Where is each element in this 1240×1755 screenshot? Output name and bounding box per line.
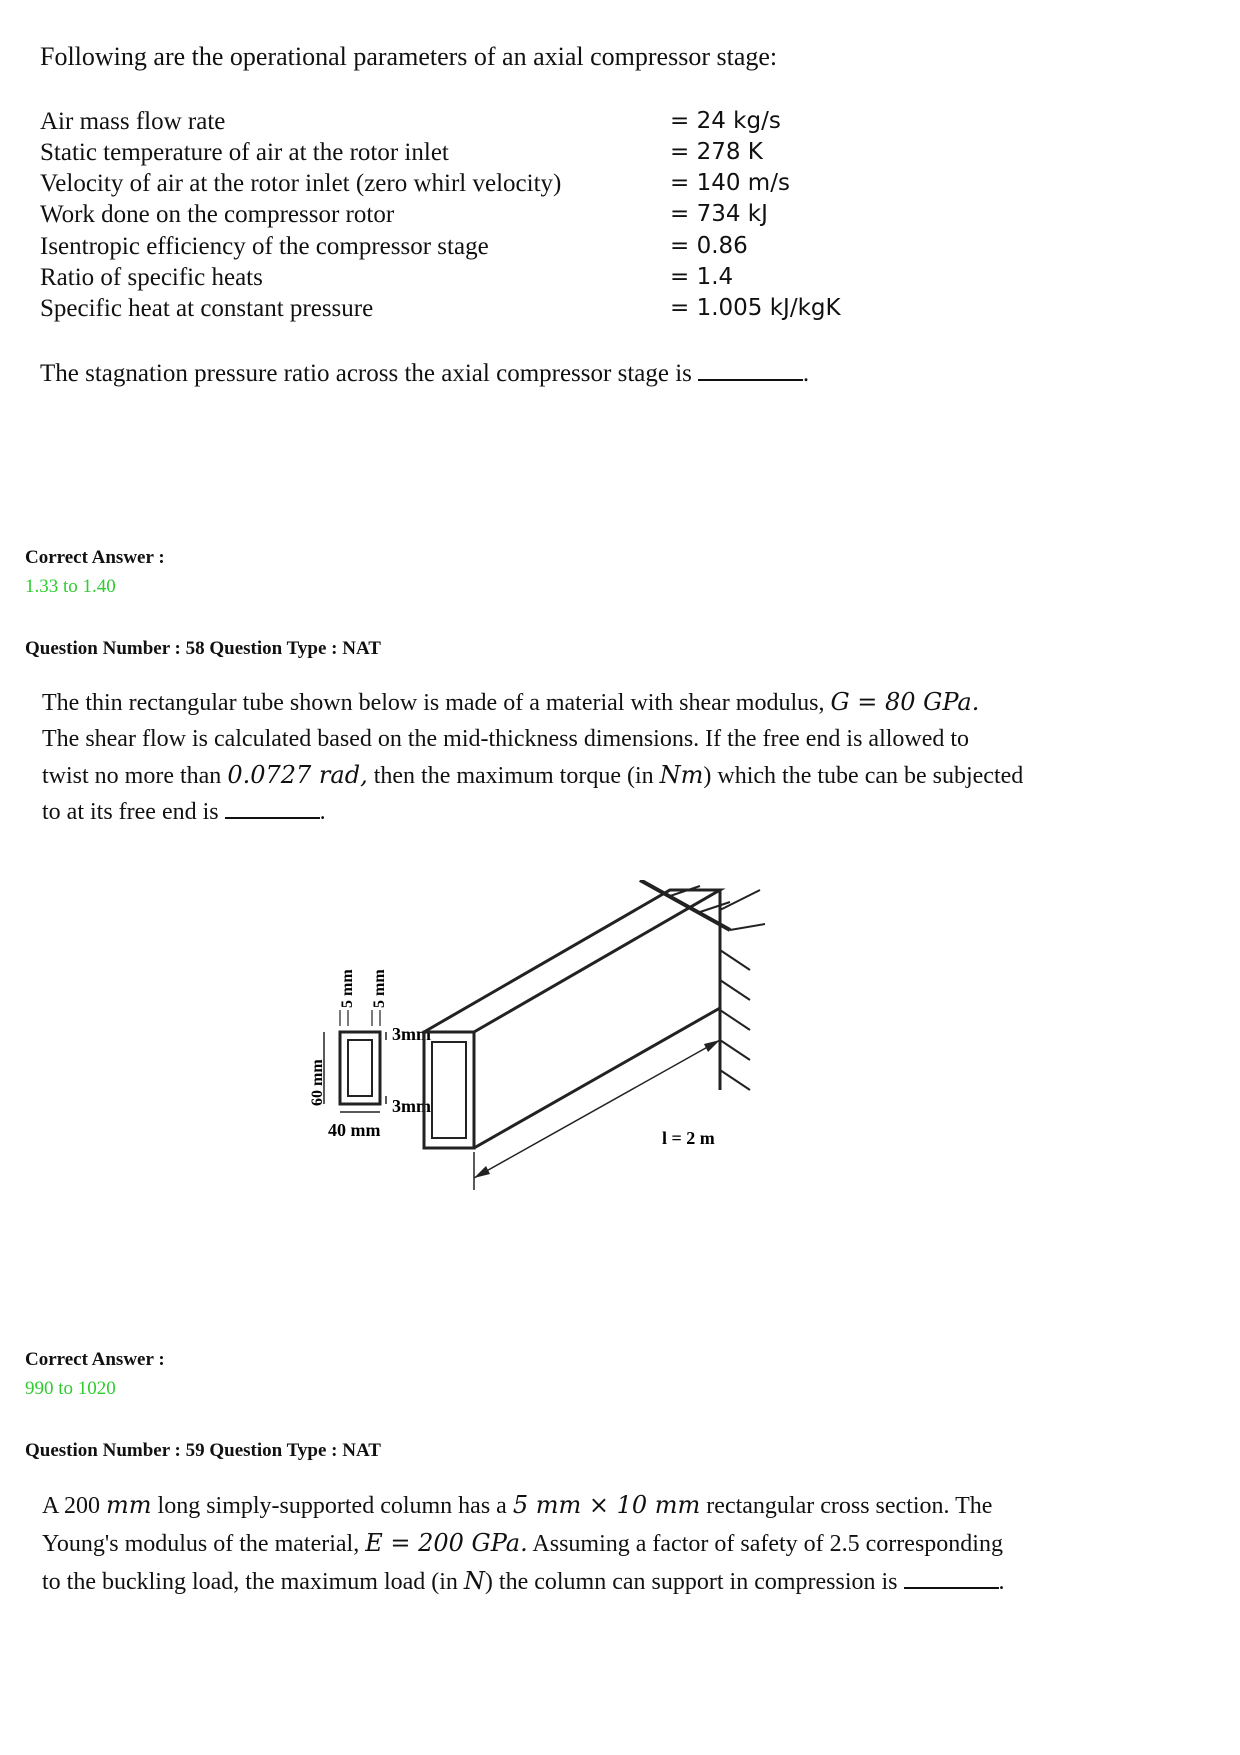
tube-top-face <box>424 890 720 1032</box>
param-label: Air mass flow rate <box>40 108 226 135</box>
tube-figure <box>300 880 880 1200</box>
answer-blank <box>225 795 320 819</box>
param-value: = 278 K <box>670 139 763 165</box>
param-label: Work done on the compressor rotor <box>40 201 395 228</box>
dim-5mm-right: 5 mm <box>371 969 388 1008</box>
q57-intro: Following are the operational parameters of an axial compressor stage: <box>40 42 778 71</box>
q57-question: The stagnation pressure ratio across the axial compressor stage is . <box>40 356 809 392</box>
correct-answer-label: Correct Answer : <box>25 547 165 568</box>
q58-modulus: G = 80 GPa. <box>830 688 980 716</box>
q58-text-segment: The shear flow is calculated based on the mid-thickness dimensions. If the free end is allowed to <box>42 726 970 752</box>
hatch-line <box>720 950 750 970</box>
param-value: = 1.005 kJ/kgK <box>670 295 841 321</box>
hatch-line <box>720 1070 750 1090</box>
hatch-line <box>720 890 760 910</box>
answer-blank <box>904 1565 999 1589</box>
arrowhead <box>704 1040 720 1052</box>
param-value: = 1.4 <box>670 264 734 290</box>
correct-answer-value: 1.33 to 1.40 <box>25 576 116 597</box>
param-value: = 24 kg/s <box>670 108 781 134</box>
param-row <box>40 201 860 233</box>
param-row <box>40 139 860 171</box>
correct-answer-value: 990 to 1020 <box>25 1378 116 1399</box>
q59-text-segment: long simply-supported column has a <box>157 1493 507 1519</box>
q57-question-text: The stagnation pressure ratio across the axial compressor stage is <box>40 360 692 387</box>
q59-text <box>42 1487 1117 1601</box>
correct-answer-label: Correct Answer : <box>25 1349 165 1370</box>
cross-section-inner <box>348 1040 372 1096</box>
q59-text-segment: rectangular cross section. The <box>706 1493 993 1519</box>
dim-3mm-top: 3mm <box>392 1024 431 1044</box>
q59-line <box>42 1525 1117 1563</box>
cross-section-outer <box>340 1032 380 1104</box>
q59-modulus: E = 200 GPa. <box>365 1529 528 1557</box>
q58-unit: Nm <box>659 761 704 789</box>
dim-60mm: 60 mm <box>309 1059 326 1106</box>
q58-header: Question Number : 58 Question Type : NAT <box>25 638 381 659</box>
param-value: = 0.86 <box>670 233 748 259</box>
dim-3mm-bottom: 3mm <box>392 1096 431 1116</box>
q59-header: Question Number : 59 Question Type : NAT <box>25 1440 381 1461</box>
hatch-line <box>720 1010 750 1030</box>
param-row <box>40 233 860 265</box>
hatch-line <box>720 1040 750 1060</box>
q59-text-segment: Assuming a factor of safety of 2.5 corresponding <box>532 1531 1003 1557</box>
q59-text-segment: ) the column can support in compression is <box>484 1569 898 1595</box>
q59-unit: mm <box>106 1491 152 1519</box>
q58-line: to at its free end is . <box>42 794 1117 830</box>
param-row <box>40 170 860 202</box>
q59-dims: 5 mm × 10 mm <box>512 1491 701 1519</box>
q58-line <box>42 721 1117 757</box>
q58-text-segment: to at its free end is <box>42 799 219 825</box>
param-row <box>40 264 860 296</box>
q58-text <box>42 684 1117 830</box>
q58-text-segment: twist no more than <box>42 763 222 789</box>
param-row <box>40 295 860 327</box>
param-label: Static temperature of air at the rotor inlet <box>40 139 449 166</box>
q58-text-segment: The thin rectangular tube shown below is made of a material with shear modulus, <box>42 690 825 716</box>
param-row <box>40 108 860 140</box>
hatch-line <box>720 980 750 1000</box>
q58-text-segment: ) which the tube can be subjected <box>703 763 1024 789</box>
arrowhead <box>474 1166 490 1178</box>
q58-line <box>42 757 1117 794</box>
param-value: = 734 kJ <box>670 201 768 227</box>
q59-unit: N <box>463 1567 485 1595</box>
dim-5mm-left: 5 mm <box>339 969 356 1008</box>
param-label: Ratio of specific heats <box>40 264 263 291</box>
length-dim-line <box>474 1040 720 1178</box>
param-label: Isentropic efficiency of the compressor stage <box>40 233 489 260</box>
tube-front-inner <box>432 1042 466 1138</box>
hatch-line <box>730 924 765 930</box>
param-value: = 140 m/s <box>670 170 790 196</box>
answer-blank <box>698 357 803 381</box>
q59-line: to the buckling load, the maximum load (in N) the column can support in compression is . <box>42 1567 1005 1595</box>
q58-twist: 0.0727 rad, <box>227 761 368 789</box>
param-label: Specific heat at constant pressure <box>40 295 374 322</box>
param-label: Velocity of air at the rotor inlet (zero whirl velocity) <box>40 170 562 197</box>
top-support <box>640 880 730 930</box>
q59-line <box>42 1487 1117 1525</box>
q58-line <box>42 684 1117 721</box>
q59-text-segment: to the buckling load, the maximum load (in <box>42 1569 458 1595</box>
length-label: l = 2 m <box>662 1128 715 1148</box>
q59-text-segment: A 200 <box>42 1493 101 1519</box>
q58-text-segment: then the maximum torque (in <box>373 763 654 789</box>
dim-40mm: 40 mm <box>328 1120 381 1140</box>
q59-text-segment: Young's modulus of the material, <box>42 1531 360 1557</box>
